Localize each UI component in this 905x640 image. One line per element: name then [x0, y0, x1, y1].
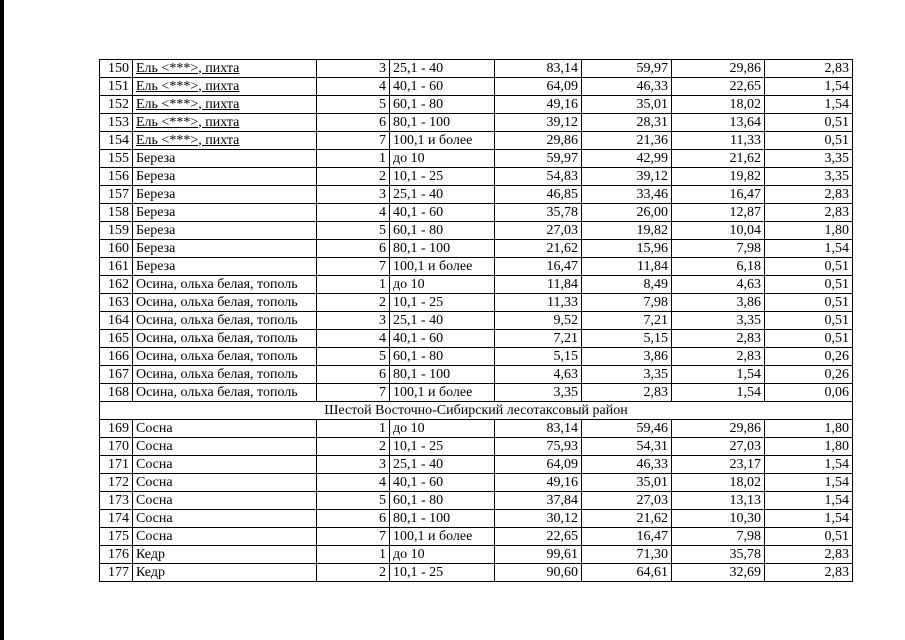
rate-cell-1: 39,12 [495, 114, 582, 132]
species-cell [133, 114, 317, 132]
rate-cell-4: 2,83 [765, 546, 853, 564]
rates-table-body [100, 60, 853, 582]
rate-cell-2: 21,62 [582, 510, 672, 528]
grade-cell: 2 [317, 564, 390, 582]
rate-cell-1: 21,62 [495, 240, 582, 258]
rate-cell-2: 16,47 [582, 528, 672, 546]
rate-cell-4: 1,54 [765, 474, 853, 492]
grade-cell: 1 [317, 420, 390, 438]
rate-cell-3: 7,98 [672, 528, 765, 546]
rate-cell-3: 2,83 [672, 348, 765, 366]
rate-cell-2: 35,01 [582, 474, 672, 492]
rate-cell-3: 18,02 [672, 474, 765, 492]
grade-cell: 2 [317, 168, 390, 186]
rate-cell-1: 64,09 [495, 456, 582, 474]
rate-cell-4: 2,83 [765, 60, 853, 78]
rate-cell-1: 9,52 [495, 312, 582, 330]
rate-cell-1: 16,47 [495, 258, 582, 276]
rate-cell-3: 6,18 [672, 258, 765, 276]
rate-cell-2: 64,61 [582, 564, 672, 582]
table-row [100, 132, 853, 150]
rate-cell-3: 3,86 [672, 294, 765, 312]
rate-cell-4: 0,26 [765, 366, 853, 384]
grade-cell: 5 [317, 348, 390, 366]
table-row [100, 168, 853, 186]
rate-cell-3: 13,64 [672, 114, 765, 132]
row-number-cell: 176 [100, 546, 133, 564]
diameter-range-cell: 40,1 - 60 [390, 204, 495, 222]
table-row [100, 312, 853, 330]
rate-cell-3: 29,86 [672, 60, 765, 78]
species-cell [133, 132, 317, 150]
table-row [100, 258, 853, 276]
rate-cell-1: 99,61 [495, 546, 582, 564]
row-number-cell: 156 [100, 168, 133, 186]
rate-cell-4: 2,83 [765, 186, 853, 204]
rate-cell-4: 1,54 [765, 510, 853, 528]
species-cell: Кедр [133, 546, 317, 564]
diameter-range-cell: 60,1 - 80 [390, 492, 495, 510]
grade-cell: 3 [317, 60, 390, 78]
diameter-range-cell: 60,1 - 80 [390, 222, 495, 240]
table-row [100, 276, 853, 294]
table-row [100, 492, 853, 510]
species-cell: Береза [133, 258, 317, 276]
grade-cell: 3 [317, 312, 390, 330]
species-cell: Сосна [133, 474, 317, 492]
rate-cell-3: 32,69 [672, 564, 765, 582]
row-number-cell: 153 [100, 114, 133, 132]
table-row [100, 240, 853, 258]
species-cell: Сосна [133, 528, 317, 546]
row-number-cell: 170 [100, 438, 133, 456]
rate-cell-2: 8,49 [582, 276, 672, 294]
table-row [100, 528, 853, 546]
rate-cell-4: 2,83 [765, 204, 853, 222]
species-cell [133, 96, 317, 114]
grade-cell: 1 [317, 546, 390, 564]
species-cell: Сосна [133, 438, 317, 456]
rate-cell-1: 11,84 [495, 276, 582, 294]
rate-cell-1: 22,65 [495, 528, 582, 546]
rate-cell-2: 27,03 [582, 492, 672, 510]
diameter-range-cell: 10,1 - 25 [390, 168, 495, 186]
rate-cell-4: 1,80 [765, 222, 853, 240]
rate-cell-4: 1,80 [765, 420, 853, 438]
rate-cell-4: 0,51 [765, 114, 853, 132]
row-number-cell: 172 [100, 474, 133, 492]
species-name: Ель <***>, пихта [136, 78, 240, 94]
rate-cell-3: 12,87 [672, 204, 765, 222]
diameter-range-cell: 40,1 - 60 [390, 78, 495, 96]
rate-cell-3: 1,54 [672, 384, 765, 402]
row-number-cell: 177 [100, 564, 133, 582]
rate-cell-2: 35,01 [582, 96, 672, 114]
section-header-row [100, 402, 853, 420]
grade-cell: 4 [317, 474, 390, 492]
rate-cell-1: 46,85 [495, 186, 582, 204]
rate-cell-2: 21,36 [582, 132, 672, 150]
species-cell: Береза [133, 168, 317, 186]
grade-cell: 1 [317, 276, 390, 294]
rate-cell-3: 21,62 [672, 150, 765, 168]
rate-cell-2: 3,86 [582, 348, 672, 366]
diameter-range-cell: 10,1 - 25 [390, 564, 495, 582]
rate-cell-1: 3,35 [495, 384, 582, 402]
rate-cell-4: 1,54 [765, 492, 853, 510]
species-cell [133, 78, 317, 96]
row-number-cell: 150 [100, 60, 133, 78]
row-number-cell: 152 [100, 96, 133, 114]
rate-cell-3: 10,30 [672, 510, 765, 528]
diameter-range-cell: 40,1 - 60 [390, 474, 495, 492]
diameter-range-cell: 100,1 и более [390, 132, 495, 150]
rate-cell-3: 2,83 [672, 330, 765, 348]
grade-cell: 3 [317, 456, 390, 474]
species-name: Ель <***>, пихта [136, 132, 240, 148]
grade-cell: 6 [317, 510, 390, 528]
rate-cell-4: 0,51 [765, 132, 853, 150]
rate-cell-1: 5,15 [495, 348, 582, 366]
diameter-range-cell: 25,1 - 40 [390, 456, 495, 474]
rate-cell-1: 64,09 [495, 78, 582, 96]
table-row [100, 348, 853, 366]
rate-cell-2: 15,96 [582, 240, 672, 258]
species-cell: Осина, ольха белая, тополь [133, 276, 317, 294]
rate-cell-2: 39,12 [582, 168, 672, 186]
rate-cell-4: 1,80 [765, 438, 853, 456]
rate-cell-4: 0,51 [765, 294, 853, 312]
grade-cell: 4 [317, 330, 390, 348]
diameter-range-cell: до 10 [390, 150, 495, 168]
row-number-cell: 160 [100, 240, 133, 258]
section-title: Шестой Восточно-Сибирский лесотаксовый район [100, 402, 853, 420]
row-number-cell: 173 [100, 492, 133, 510]
grade-cell: 5 [317, 222, 390, 240]
rate-cell-4: 1,54 [765, 78, 853, 96]
rate-cell-4: 1,54 [765, 240, 853, 258]
rate-cell-3: 18,02 [672, 96, 765, 114]
grade-cell: 7 [317, 132, 390, 150]
species-name: Ель <***>, пихта [136, 114, 240, 130]
rate-cell-3: 22,65 [672, 78, 765, 96]
diameter-range-cell: до 10 [390, 276, 495, 294]
row-number-cell: 165 [100, 330, 133, 348]
rate-cell-2: 7,21 [582, 312, 672, 330]
diameter-range-cell: до 10 [390, 420, 495, 438]
row-number-cell: 162 [100, 276, 133, 294]
rate-cell-1: 54,83 [495, 168, 582, 186]
rate-cell-4: 0,51 [765, 330, 853, 348]
row-number-cell: 164 [100, 312, 133, 330]
table-row [100, 60, 853, 78]
rate-cell-3: 19,82 [672, 168, 765, 186]
diameter-range-cell: 40,1 - 60 [390, 330, 495, 348]
table-row [100, 510, 853, 528]
rate-cell-3: 10,04 [672, 222, 765, 240]
rate-cell-2: 5,15 [582, 330, 672, 348]
rate-cell-1: 59,97 [495, 150, 582, 168]
table-row [100, 420, 853, 438]
rate-cell-1: 30,12 [495, 510, 582, 528]
rate-cell-4: 2,83 [765, 564, 853, 582]
table-row [100, 150, 853, 168]
rate-cell-2: 26,00 [582, 204, 672, 222]
rate-cell-2: 11,84 [582, 258, 672, 276]
species-cell: Осина, ольха белая, тополь [133, 366, 317, 384]
grade-cell: 3 [317, 186, 390, 204]
table-row [100, 546, 853, 564]
rate-cell-1: 83,14 [495, 60, 582, 78]
row-number-cell: 166 [100, 348, 133, 366]
species-cell: Осина, ольха белая, тополь [133, 348, 317, 366]
table-row [100, 474, 853, 492]
table-row [100, 366, 853, 384]
rate-cell-3: 16,47 [672, 186, 765, 204]
grade-cell: 6 [317, 114, 390, 132]
rate-cell-2: 46,33 [582, 78, 672, 96]
row-number-cell: 169 [100, 420, 133, 438]
table-row [100, 438, 853, 456]
species-cell: Осина, ольха белая, тополь [133, 384, 317, 402]
rate-cell-1: 11,33 [495, 294, 582, 312]
diameter-range-cell: 80,1 - 100 [390, 114, 495, 132]
diameter-range-cell: 10,1 - 25 [390, 294, 495, 312]
rate-cell-4: 1,54 [765, 96, 853, 114]
species-cell: Сосна [133, 420, 317, 438]
rate-cell-1: 49,16 [495, 474, 582, 492]
rate-cell-3: 29,86 [672, 420, 765, 438]
diameter-range-cell: 10,1 - 25 [390, 438, 495, 456]
rate-cell-1: 90,60 [495, 564, 582, 582]
rate-cell-2: 28,31 [582, 114, 672, 132]
table-row [100, 294, 853, 312]
species-cell: Береза [133, 150, 317, 168]
row-number-cell: 151 [100, 78, 133, 96]
row-number-cell: 157 [100, 186, 133, 204]
row-number-cell: 171 [100, 456, 133, 474]
rate-cell-3: 11,33 [672, 132, 765, 150]
rate-cell-3: 23,17 [672, 456, 765, 474]
diameter-range-cell: до 10 [390, 546, 495, 564]
diameter-range-cell: 100,1 и более [390, 258, 495, 276]
rate-cell-3: 27,03 [672, 438, 765, 456]
diameter-range-cell: 100,1 и более [390, 384, 495, 402]
rate-cell-2: 59,97 [582, 60, 672, 78]
grade-cell: 2 [317, 438, 390, 456]
species-cell: Сосна [133, 456, 317, 474]
table-row [100, 186, 853, 204]
grade-cell: 6 [317, 366, 390, 384]
grade-cell: 4 [317, 204, 390, 222]
row-number-cell: 175 [100, 528, 133, 546]
rate-cell-3: 13,13 [672, 492, 765, 510]
rate-cell-4: 3,35 [765, 150, 853, 168]
diameter-range-cell: 60,1 - 80 [390, 96, 495, 114]
rate-cell-1: 83,14 [495, 420, 582, 438]
species-cell: Осина, ольха белая, тополь [133, 330, 317, 348]
diameter-range-cell: 80,1 - 100 [390, 510, 495, 528]
rate-cell-1: 29,86 [495, 132, 582, 150]
species-cell: Береза [133, 240, 317, 258]
table-row [100, 114, 853, 132]
diameter-range-cell: 100,1 и более [390, 528, 495, 546]
grade-cell: 2 [317, 294, 390, 312]
rate-cell-1: 37,84 [495, 492, 582, 510]
species-name: Ель <***>, пихта [136, 60, 240, 76]
diameter-range-cell: 80,1 - 100 [390, 240, 495, 258]
row-number-cell: 161 [100, 258, 133, 276]
rate-cell-4: 0,51 [765, 258, 853, 276]
diameter-range-cell: 25,1 - 40 [390, 186, 495, 204]
species-cell: Осина, ольха белая, тополь [133, 312, 317, 330]
rate-cell-2: 71,30 [582, 546, 672, 564]
table-row [100, 222, 853, 240]
grade-cell: 7 [317, 258, 390, 276]
species-cell: Сосна [133, 492, 317, 510]
species-name: Ель <***>, пихта [136, 96, 240, 112]
rate-cell-2: 46,33 [582, 456, 672, 474]
left-edge-bar [0, 0, 4, 640]
grade-cell: 5 [317, 492, 390, 510]
row-number-cell: 168 [100, 384, 133, 402]
rate-cell-3: 3,35 [672, 312, 765, 330]
table-row [100, 204, 853, 222]
species-cell: Береза [133, 204, 317, 222]
table-row [100, 78, 853, 96]
rate-cell-2: 19,82 [582, 222, 672, 240]
row-number-cell: 155 [100, 150, 133, 168]
rate-cell-2: 2,83 [582, 384, 672, 402]
rate-cell-1: 49,16 [495, 96, 582, 114]
rate-cell-4: 0,06 [765, 384, 853, 402]
grade-cell: 7 [317, 384, 390, 402]
species-cell: Осина, ольха белая, тополь [133, 294, 317, 312]
table-row [100, 384, 853, 402]
rate-cell-3: 4,63 [672, 276, 765, 294]
species-cell: Береза [133, 222, 317, 240]
table-row [100, 456, 853, 474]
rate-cell-2: 33,46 [582, 186, 672, 204]
species-cell: Кедр [133, 564, 317, 582]
row-number-cell: 158 [100, 204, 133, 222]
table-row [100, 330, 853, 348]
rate-cell-3: 1,54 [672, 366, 765, 384]
table-row [100, 564, 853, 582]
rate-cell-1: 75,93 [495, 438, 582, 456]
grade-cell: 7 [317, 528, 390, 546]
row-number-cell: 154 [100, 132, 133, 150]
diameter-range-cell: 60,1 - 80 [390, 348, 495, 366]
grade-cell: 1 [317, 150, 390, 168]
rate-cell-2: 7,98 [582, 294, 672, 312]
rate-cell-1: 7,21 [495, 330, 582, 348]
rate-cell-4: 0,51 [765, 276, 853, 294]
rate-cell-4: 1,54 [765, 456, 853, 474]
rate-cell-4: 0,26 [765, 348, 853, 366]
diameter-range-cell: 80,1 - 100 [390, 366, 495, 384]
grade-cell: 4 [317, 78, 390, 96]
row-number-cell: 167 [100, 366, 133, 384]
rate-cell-3: 7,98 [672, 240, 765, 258]
species-cell: Сосна [133, 510, 317, 528]
grade-cell: 6 [317, 240, 390, 258]
row-number-cell: 174 [100, 510, 133, 528]
species-cell: Береза [133, 186, 317, 204]
rate-cell-2: 3,35 [582, 366, 672, 384]
rate-cell-2: 54,31 [582, 438, 672, 456]
rate-cell-4: 0,51 [765, 528, 853, 546]
rate-cell-1: 4,63 [495, 366, 582, 384]
species-cell [133, 60, 317, 78]
grade-cell: 5 [317, 96, 390, 114]
diameter-range-cell: 25,1 - 40 [390, 312, 495, 330]
rate-cell-4: 0,51 [765, 312, 853, 330]
rate-cell-1: 27,03 [495, 222, 582, 240]
row-number-cell: 163 [100, 294, 133, 312]
rate-cell-4: 3,35 [765, 168, 853, 186]
row-number-cell: 159 [100, 222, 133, 240]
rates-table [99, 59, 853, 582]
rate-cell-1: 35,78 [495, 204, 582, 222]
rate-cell-3: 35,78 [672, 546, 765, 564]
diameter-range-cell: 25,1 - 40 [390, 60, 495, 78]
rate-cell-2: 59,46 [582, 420, 672, 438]
table-row [100, 96, 853, 114]
rate-cell-2: 42,99 [582, 150, 672, 168]
